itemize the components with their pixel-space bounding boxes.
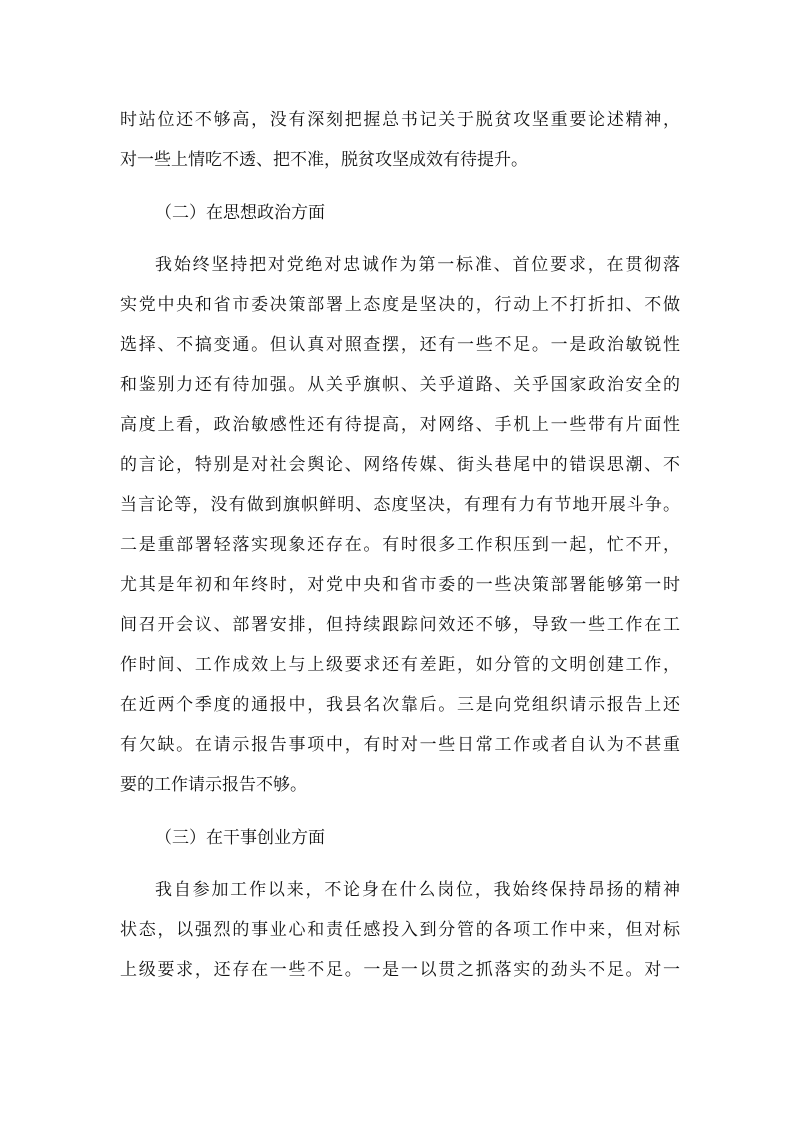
paragraph-line: 有欠缺。在请示报告事项中，有时对一些日常工作或者自认为不甚重 xyxy=(120,735,680,755)
paragraph-line: 作时间、工作成效上与上级要求还有差距，如分管的文明创建工作， xyxy=(120,655,680,675)
paragraph-line: 和鉴别力还有待加强。从关乎旗帜、关乎道路、关乎国家政治安全的 xyxy=(120,375,680,395)
paragraph-line: 间召开会议、部署安排，但持续跟踪问效还不够，导致一些工作在工 xyxy=(120,615,680,635)
section-heading-ideology: （二）在思想政治方面 xyxy=(155,203,325,223)
paragraph-line: 上级要求，还存在一些不足。一是一以贯之抓落实的劲头不足。对一 xyxy=(120,960,680,980)
paragraph-line: 在近两个季度的通报中，我县名次靠后。三是向党组织请示报告上还 xyxy=(120,695,680,715)
paragraph-line: 当言论等，没有做到旗帜鲜明、态度坚决，有理有力有节地开展斗争。 xyxy=(120,495,680,515)
paragraph-line: 高度上看，政治敏感性还有待提高，对网络、手机上一些带有片面性 xyxy=(120,415,680,435)
paragraph-line: 尤其是年初和年终时，对党中央和省市委的一些决策部署能够第一时 xyxy=(120,575,680,595)
paragraph-line: 我始终坚持把对党绝对忠诚作为第一标准、首位要求，在贯彻落 xyxy=(155,255,680,275)
paragraph-line: 对一些上情吃不透、把不准，脱贫攻坚成效有待提升。 xyxy=(120,150,528,170)
paragraph-line: 状态，以强烈的事业心和责任感投入到分管的各项工作中来，但对标 xyxy=(120,920,680,940)
paragraph-line: 时站位还不够高，没有深刻把握总书记关于脱贫攻坚重要论述精神， xyxy=(120,110,680,130)
paragraph-line: 要的工作请示报告不够。 xyxy=(120,775,307,795)
paragraph-line: 的言论，特别是对社会舆论、网络传媒、街头巷尾中的错误思潮、不 xyxy=(120,455,680,475)
paragraph-line: 实党中央和省市委决策部署上态度是坚决的，行动上不打折扣、不做 xyxy=(120,295,680,315)
paragraph-line: 我自参加工作以来，不论身在什么岗位，我始终保持昂扬的精神 xyxy=(155,880,680,900)
paragraph-line: 选择、不搞变通。但认真对照查摆，还有一些不足。一是政治敏锐性 xyxy=(120,335,680,355)
section-heading-career: （三）在干事创业方面 xyxy=(155,828,325,848)
paragraph-line: 二是重部署轻落实现象还存在。有时很多工作积压到一起，忙不开， xyxy=(120,535,680,555)
